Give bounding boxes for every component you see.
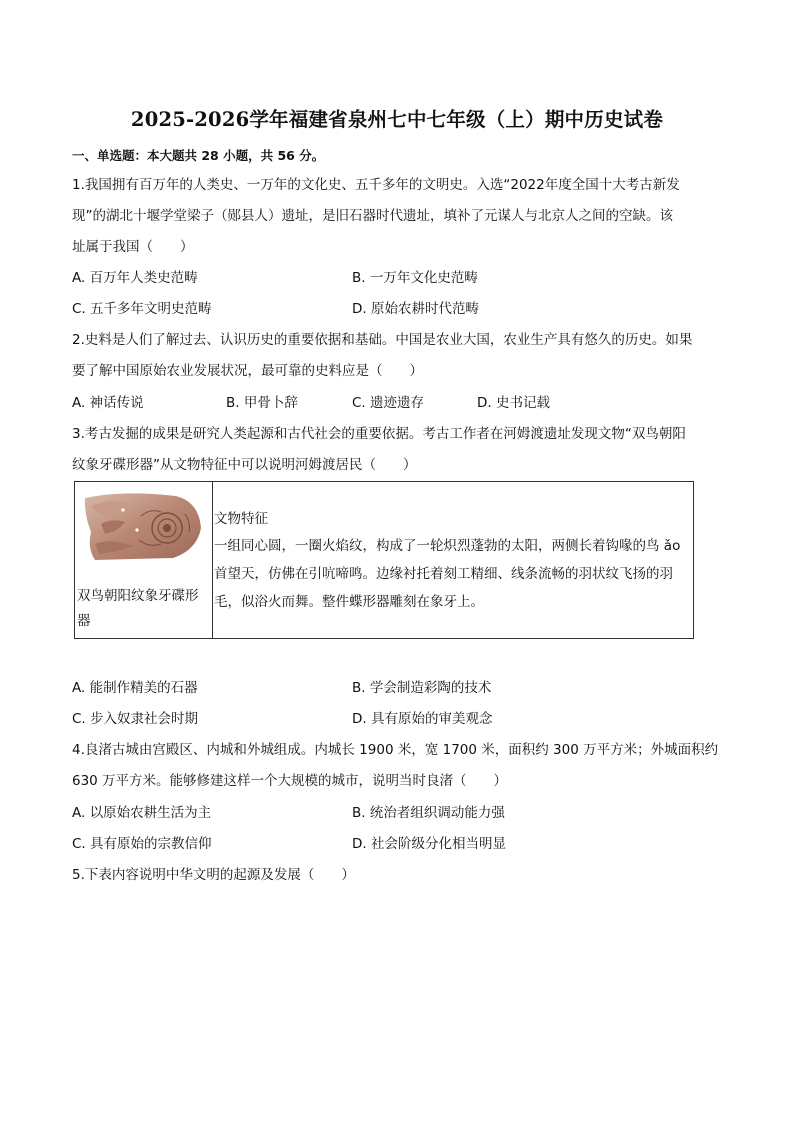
q2-option-d[interactable]: D. 史书记载 [477, 395, 550, 411]
q1-line-3: 址属于我国（ ） [72, 239, 194, 255]
section-heading: 一、单选题：本大题共 28 小题，共 56 分。 [72, 148, 325, 163]
q4-line-1: 4.良渚古城由宫殿区、内城和外城组成。内城长 1900 米，宽 1700 米，面积约 300 万平方米；外城面积约 [72, 742, 719, 758]
q3-option-a[interactable]: A. 能制作精美的石器 [72, 680, 198, 696]
q5-line-1: 5.下表内容说明中华文明的起源及发展（ ） [72, 867, 355, 883]
q1-option-b[interactable]: B. 一万年文化史范畴 [352, 270, 478, 286]
artifact-table [74, 481, 694, 639]
q4-option-a[interactable]: A. 以原始农耕生活为主 [72, 805, 212, 821]
q4-option-c[interactable]: C. 具有原始的宗教信仰 [72, 836, 212, 852]
q3-line-2: 纹象牙碟形器”从文物特征中可以说明河姆渡居民（ ） [72, 457, 417, 473]
ivory-butterfly-artifact-illustration [81, 488, 204, 562]
q3-option-b[interactable]: B. 学会制造彩陶的技术 [352, 680, 492, 696]
q1-line-1: 1.我国拥有百万年的人类史、一万年的文化史、五千多年的文明史。入选“2022年度全国十大考古新发 [72, 177, 680, 193]
q3-line-1: 3.考古发掘的成果是研究人类起源和古代社会的重要依据。考古工作者在河姆渡遗址发现文物“双鸟朝阳 [72, 426, 686, 442]
q4-option-b[interactable]: B. 统治者组织调动能力强 [352, 805, 505, 821]
q1-option-c[interactable]: C. 五千多年文明史范畴 [72, 301, 212, 317]
feature-text: 一组同心圆，一圈火焰纹，构成了一轮炽烈蓬勃的太阳，两侧长着钩喙的鸟 ǎo首望天，仿佛在引吭啼鸣。边缘衬托着刻工精细、线条流畅的羽状纹飞扬的羽毛，似浴火而舞。整件蝶形器雕刻在象牙上。 [214, 538, 681, 610]
feature-title: 文物特征 [214, 511, 268, 527]
ivory-artifact-image [81, 488, 204, 562]
q2-option-b[interactable]: B. 甲骨卜辞 [226, 395, 298, 411]
table-column-divider [212, 482, 213, 638]
q1-option-d[interactable]: D. 原始农耕时代范畴 [352, 301, 479, 317]
q2-option-a[interactable]: A. 神话传说 [72, 395, 144, 411]
q2-line-1: 2.史料是人们了解过去、认识历史的重要依据和基础。中国是农业大国，农业生产具有悠久的历史。如果 [72, 332, 693, 348]
q1-line-2: 现”的湖北十堰学堂梁子（郧县人）遗址，是旧石器时代遗址，填补了元谋人与北京人之间的空缺。该 [72, 208, 673, 224]
q4-option-d[interactable]: D. 社会阶级分化相当明显 [352, 836, 506, 852]
q3-option-d[interactable]: D. 具有原始的审美观念 [352, 711, 493, 727]
q1-option-a[interactable]: A. 百万年人类史范畴 [72, 270, 198, 286]
exam-title: 2025-2026学年福建省泉州七中七年级（上）期中历史试卷 [130, 108, 664, 131]
q2-option-c[interactable]: C. 遗迹遗存 [352, 395, 425, 411]
artifact-caption: 双鸟朝阳纹象牙碟形器 [77, 588, 199, 629]
q4-line-2: 630 万平方米。能够修建这样一个大规模的城市，说明当时良渚（ ） [72, 773, 508, 789]
q3-option-c[interactable]: C. 步入奴隶社会时期 [72, 711, 199, 727]
q2-line-2: 要了解中国原始农业发展状况，最可靠的史料应是（ ） [72, 363, 423, 379]
